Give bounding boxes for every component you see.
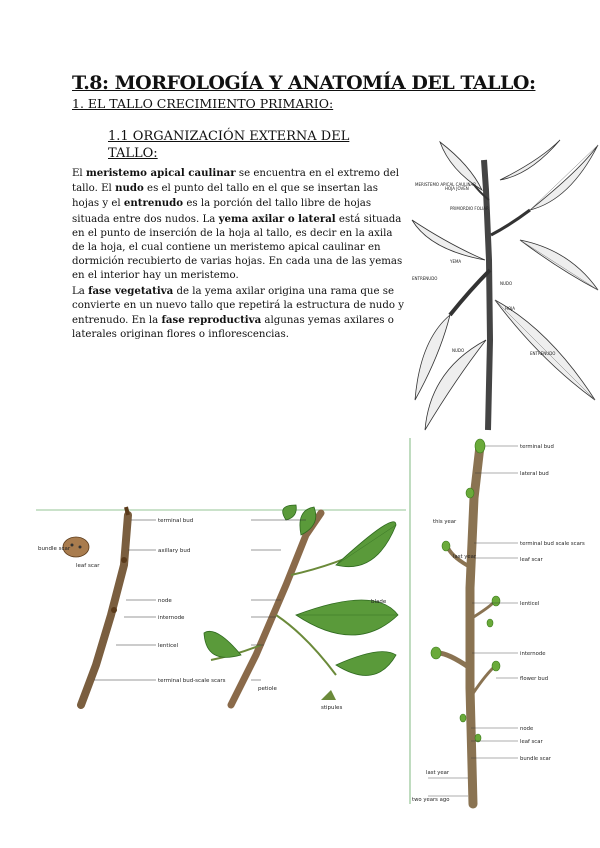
twig-diagram-bottom-left xyxy=(36,505,406,710)
fig1-label-entrenudo: ENTRENUDO xyxy=(412,276,438,281)
text-run: de la yema axilar origina una rama que se convierte en un nuevo tallo que repetirá la estructura de nudo y entrenudo. En la xyxy=(72,285,404,327)
fig3-label-lenticel: lenticel xyxy=(520,601,540,607)
fig2-label-terminal-bud: terminal bud xyxy=(158,518,194,524)
text-run: es el punto del tallo en el que se insertan las hojas y el xyxy=(72,183,378,210)
fig3-label-last-year-2: last year xyxy=(426,770,450,776)
section-heading: 1.1 ORGANIZACIÓN EXTERNA DEL TALLO: xyxy=(108,129,350,161)
text-run: algunas yemas axilares o laterales originan flores o inflorescencias. xyxy=(72,315,394,341)
fig1-label-nudo-2: NUDO xyxy=(452,348,465,353)
key-term: nudo xyxy=(115,182,144,195)
key-term: meristemo apical caulinar xyxy=(85,167,236,179)
fig2-label-bundle-scar: bundle scar xyxy=(38,546,71,552)
key-term: fase reproductiva xyxy=(161,314,262,327)
text-run: El xyxy=(72,168,86,179)
fig2-label-blade: blade xyxy=(371,599,387,605)
fig2-label-node: node xyxy=(158,598,172,604)
text-run: se encuentra en el extremo del tallo. El xyxy=(72,168,400,195)
fig2-label-stipules: stipules xyxy=(321,705,343,711)
text-run: La xyxy=(72,285,89,297)
fig3-label-terminal-bud: terminal bud xyxy=(520,444,554,450)
body-text xyxy=(72,166,406,342)
fig3-label-flower-bud: flower bud xyxy=(520,676,549,682)
fig1-label-hoja: HOJA xyxy=(505,306,516,311)
fig1-label-yema: YEMA xyxy=(450,259,462,264)
paragraph-1 xyxy=(72,166,406,284)
fig2-label-axillary-bud: axillary bud xyxy=(158,548,191,554)
fig3-label-two-years-ago: two years ago xyxy=(412,797,450,803)
fig3-label-last-year: last year xyxy=(453,554,477,560)
fig3-label-scale-scars: terminal bud scale scars xyxy=(520,541,585,547)
fig3-label-internode: internode xyxy=(520,651,546,657)
fig3-label-leaf-scar-2: leaf scar xyxy=(520,739,543,745)
key-term: fase vegetativa xyxy=(88,284,174,297)
fig2-label-lenticel: lenticel xyxy=(158,643,179,649)
fig3-label-this-year: this year xyxy=(433,519,457,525)
fig3-label-node: node xyxy=(520,726,534,732)
fig1-label-meristem: MERISTEMO APICAL CAULINAR xyxy=(415,182,477,187)
fig1-label-hoja-joven: HOJA JOVEN xyxy=(445,186,469,191)
fig1-label-nudo: NUDO xyxy=(500,281,513,286)
fig1-label-entrenudo-2: ENTRENUDO xyxy=(530,351,556,356)
key-term: entrenudo xyxy=(123,197,184,210)
fig2-label-internode: internode xyxy=(158,615,185,621)
fig2-label-leaf-scar: leaf scar xyxy=(76,563,100,569)
stem-illustration-top xyxy=(410,140,600,430)
text-run: está situada en el punto de inserción de la hoja al tallo, es decir en la axila de la hoja, el cual contiene un meristemo apical caulinar en dormición recubierto de varias hojas. En cada una de las yemas en el interior hay un meristemo. xyxy=(72,213,403,282)
winter-twig-diagram xyxy=(408,438,585,804)
page-title: T.8: MORFOLOGÍA Y ANATOMÍA DEL TALLO: xyxy=(72,72,536,94)
fig3-label-leaf-scar: leaf scar xyxy=(520,557,543,563)
fig2-label-petiole: petiole xyxy=(258,686,277,692)
fig3-label-bundle-scar: bundle scar xyxy=(520,756,551,762)
text-run: es la porción del tallo libre de hojas situada entre dos nudos. La xyxy=(72,198,372,225)
paragraph-2 xyxy=(72,284,406,343)
chapter-subtitle: 1. EL TALLO CRECIMIENTO PRIMARIO: xyxy=(72,96,334,111)
key-term: yema axilar o lateral xyxy=(218,212,336,225)
fig2-label-bud-scale-scars: terminal bud-scale scars xyxy=(158,678,226,684)
fig1-label-primordio: PRIMORDIO FOLIAR xyxy=(450,206,489,211)
fig3-label-lateral-bud: lateral bud xyxy=(520,471,549,477)
